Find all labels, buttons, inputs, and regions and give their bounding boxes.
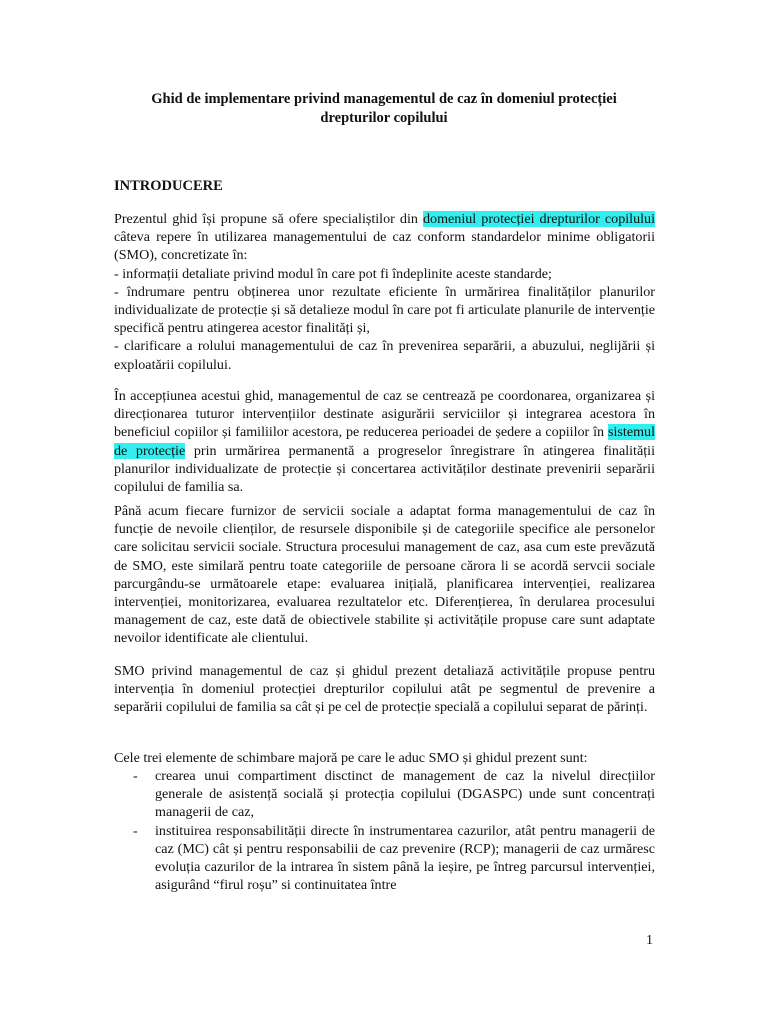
document-title <box>114 90 654 128</box>
list-marker: - <box>133 768 138 784</box>
highlight-system: sistemul de protecție <box>114 424 655 459</box>
highlight-domain: domeniul protecției drepturilor copilului <box>422 211 655 227</box>
p1-text-post: câteva repere în utilizarea managementului de caz conform standardelor minime obligatorii (SMO), concretizate în: <box>114 229 655 264</box>
list-item: - crearea unui compartiment disctinct de management de caz la nivelul direcțiilor generale de asistență socială și protecția copilului (DGASPC) unde sunt concentrați managerii de caz, <box>133 768 655 821</box>
change-list <box>114 767 655 894</box>
paragraph-5: Cele trei elemente de schimbare majoră pe care le aduc SMO și ghidul prezent sunt: <box>114 750 588 766</box>
paragraph-3: Până acum fiecare furnizor de servicii sociale a adaptat forma managementului de caz în funcție de nevoile clienților, de resursele disponibile și de categoriile specifice ale personelor care solicitau servicii sociale. Structura procesului management de caz, asa cum este prevăzută de SMO, este similară pentru toate categoriile de persoane cărora li se acordă servcii sociale parcurgându-se următoarele etape: evaluarea inițială, planificarea intervenției, realizarea intervenției, monitorizarea, evaluarea rezultatelor etc. Diferențierea, în derularea procesului management de caz, este dată de obiectivele stabilite și activitățile propuse care sunt adaptate nevoilor identificate ale clientului. <box>114 503 655 647</box>
p1-text-pre: Prezentul ghid își propune să ofere specialiștilor din <box>114 211 423 227</box>
p1-item-2: - îndrumare pentru obținerea unor rezultate eficiente în urmărirea finalităților planurilor individualizate de protecție și să detalieze modul în care pot fi articulate planurile de intervenție specifică pentru atingerea acestor finalități și, <box>114 283 655 337</box>
list-item: - instituirea responsabilității directe în instrumentarea cazurilor, atât pentru managerii de caz (MC) cât și pentru responsabilii de caz prevenire (RCP); managerii de caz urmăresc evoluția cazurilor de la intrarea în sistem până la ieșire, pe întreg parcursul intervenției, asigurând “firul roșu” si continuitatea între <box>133 822 655 894</box>
title-line-2: drepturilor copilului <box>320 110 448 126</box>
p1-item-3: - clarificare a rolului managementului de caz în prevenirea separării, a abuzului, neglijării și exploatării copilului. <box>114 338 655 373</box>
list-marker: - <box>133 822 138 839</box>
p1-item-1: - informații detaliate privind modul în care pot fi îndeplinite aceste standarde; <box>114 265 552 282</box>
paragraph-1 <box>114 210 655 374</box>
paragraph-4: SMO privind managementul de caz și ghidul prezent detaliază activitățile propuse pentru intervenția în domeniul protecției drepturilor copilului atât pe segmentul de prevenire a separării copilului de familia sa cât și pe cel de protecție specială a copilului separat de părinți. <box>114 663 655 716</box>
paragraph-2 <box>114 387 655 496</box>
p2-text-post: prin urmărirea permanentă a progreselor înregistrare în atingerea finalității planurilor individualizate de protecție și concertarea activităților destinate prevenirii separării copilului de familia sa. <box>114 442 655 496</box>
p2-text-pre: În accepțiunea acestui ghid, managementul de caz se centrează pe coordonarea, organizarea și direcționarea tuturor intervențiilor destinate asigurării serviciilor și integrarea acestora în beneficiul copiilor și familiilor acestora, pe reducerea perioadei de ședere a copiilor în <box>114 388 655 441</box>
title-line-1: Ghid de implementare privind managementul de caz în domeniul protecției <box>151 91 617 107</box>
section-heading: INTRODUCERE <box>114 178 223 194</box>
page-number: 1 <box>646 933 653 948</box>
